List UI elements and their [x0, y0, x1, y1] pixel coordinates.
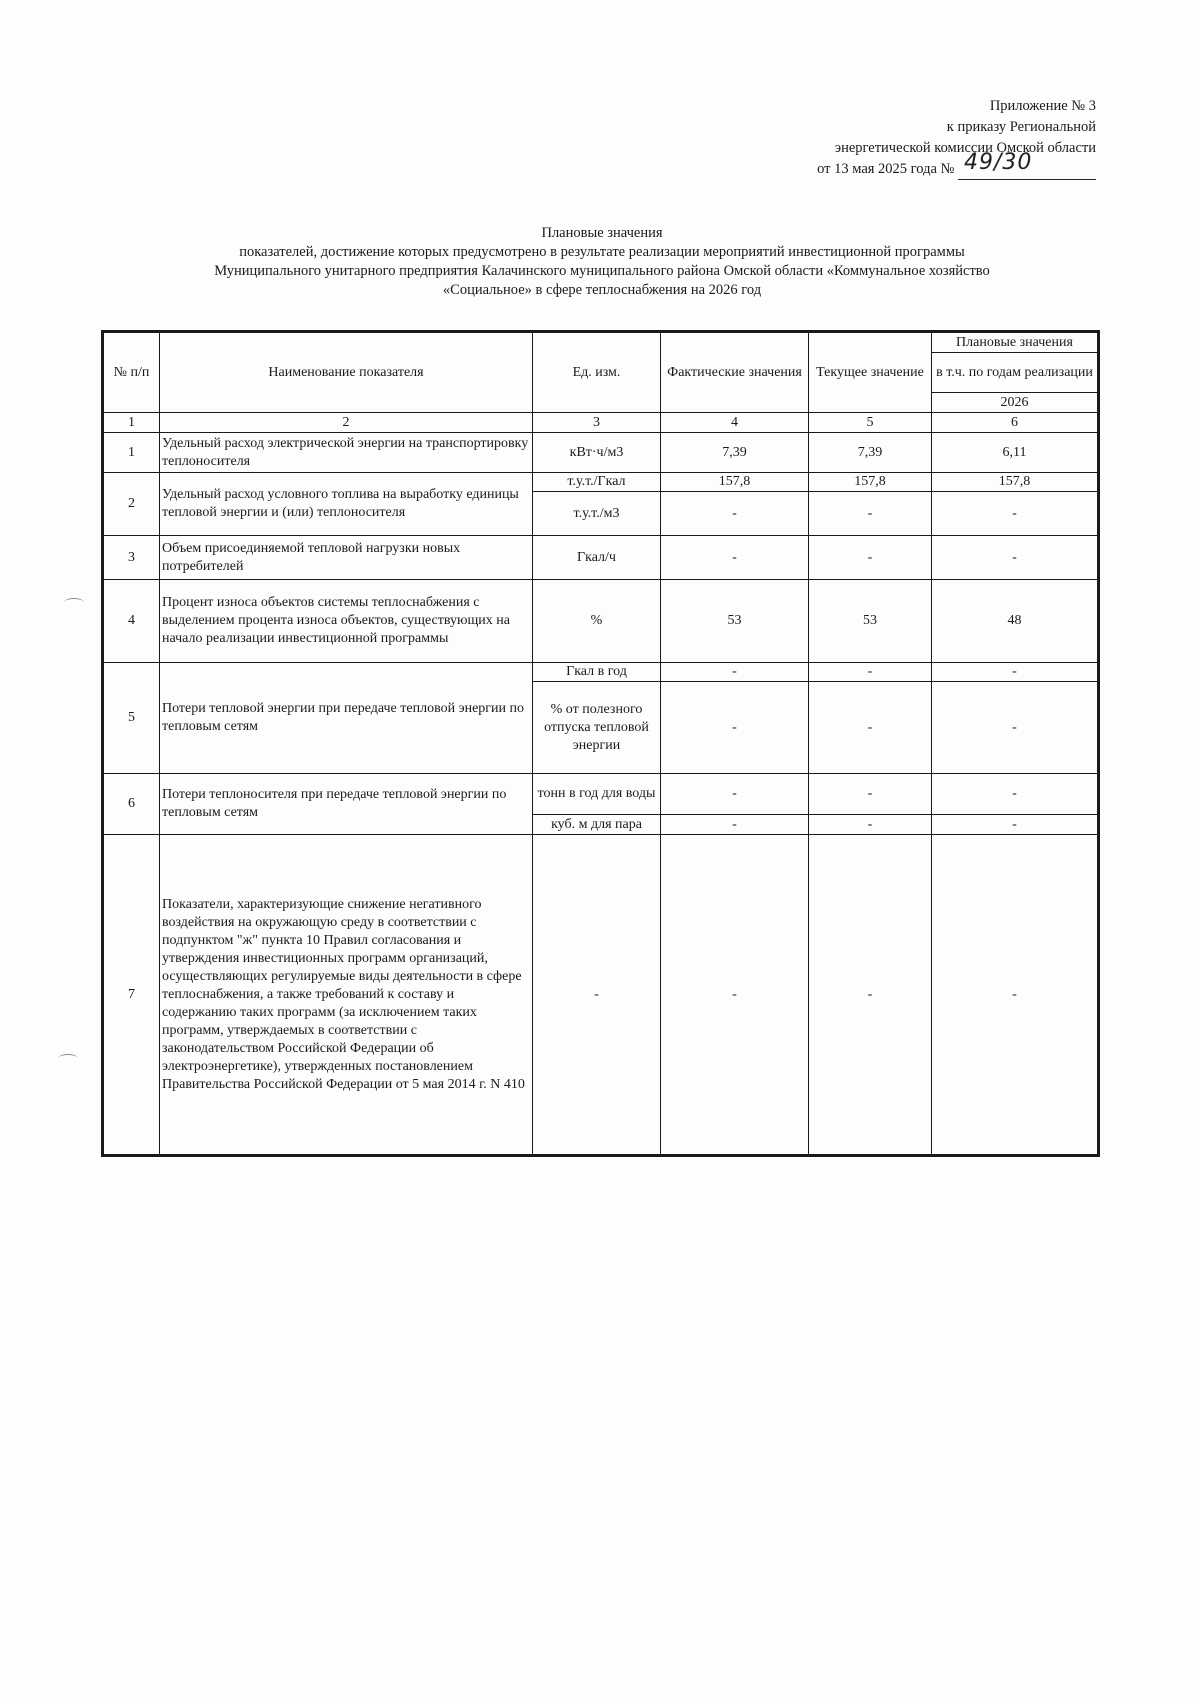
heading-line-2: показателей, достижение которых предусмотрено в результате реализации мероприятий инвестиционной программы	[239, 244, 965, 260]
table-row	[104, 580, 1098, 663]
row-plan: -	[932, 774, 1098, 815]
row-unit: куб. м для пара	[533, 815, 661, 835]
row-current: -	[809, 492, 932, 536]
header-by-years: в т.ч. по годам реализации	[932, 353, 1098, 393]
table-row	[104, 663, 1098, 682]
heading-line-1: Плановые значения	[541, 225, 663, 241]
row-actual: 7,39	[661, 433, 809, 473]
order-number-handwritten: 49/30	[964, 150, 1033, 175]
row-plan: -	[932, 663, 1098, 682]
table-row	[104, 536, 1098, 580]
row-current: -	[809, 815, 932, 835]
row-plan: -	[932, 492, 1098, 536]
row-name: Удельный расход электрической энергии на транспортировку теплоносителя	[160, 433, 533, 473]
heading-line-3: Муниципального унитарного предприятия Калачинского муниципального района Омской области «Коммунальное хозяйство	[214, 263, 990, 279]
row-current: -	[809, 536, 932, 580]
header-actual: Фактические значения	[661, 333, 809, 413]
row-num: 2	[104, 473, 160, 536]
row-actual: -	[661, 815, 809, 835]
row-num: 1	[104, 433, 160, 473]
row-name: Потери теплоносителя при передаче тепловой энергии по тепловым сетям	[160, 774, 533, 835]
row-name: Удельный расход условного топлива на выработку единицы тепловой энергии и (или) теплоносителя	[160, 473, 533, 536]
appendix-line-4	[756, 150, 1096, 180]
row-actual: -	[661, 492, 809, 536]
row-plan: -	[932, 536, 1098, 580]
column-number: 3	[533, 413, 661, 433]
row-actual: -	[661, 835, 809, 1155]
row-plan: 6,11	[932, 433, 1098, 473]
row-name: Объем присоединяемой тепловой нагрузки новых потребителей	[160, 536, 533, 580]
table-row	[104, 473, 1098, 492]
row-unit: Гкал/ч	[533, 536, 661, 580]
header-year: 2026	[932, 393, 1098, 413]
row-num: 7	[104, 835, 160, 1155]
row-current: -	[809, 663, 932, 682]
row-unit: %	[533, 580, 661, 663]
row-name: Потери тепловой энергии при передаче тепловой энергии по тепловым сетям	[160, 663, 533, 774]
row-actual: -	[661, 774, 809, 815]
table-row	[104, 433, 1098, 473]
header-num: № п/п	[104, 333, 160, 413]
row-current: 157,8	[809, 473, 932, 492]
table-row	[104, 774, 1098, 815]
indicators-table	[103, 332, 1098, 1155]
header-current: Текущее значение	[809, 333, 932, 413]
row-unit: т.у.т./Гкал	[533, 473, 661, 492]
row-unit: т.у.т./м3	[533, 492, 661, 536]
row-name: Процент износа объектов системы теплоснабжения с выделением процента износа объектов, существующих на начало реализации инвестиционной программы	[160, 580, 533, 663]
heading-line-4: «Социальное» в сфере теплоснабжения на 2026 год	[442, 282, 762, 298]
scan-margin-mark	[64, 598, 84, 607]
row-unit: тонн в год для воды	[533, 774, 661, 815]
row-num: 6	[104, 774, 160, 835]
scan-margin-mark	[58, 1054, 78, 1063]
row-unit: кВт·ч/м3	[533, 433, 661, 473]
appendix-line-2: к приказу Региональной	[946, 119, 1096, 135]
row-current: -	[809, 835, 932, 1155]
row-actual: 157,8	[661, 473, 809, 492]
header-planned: Плановые значения	[932, 333, 1098, 353]
document-heading	[104, 224, 1100, 300]
row-plan: -	[932, 835, 1098, 1155]
row-unit: -	[533, 835, 661, 1155]
appendix-block	[756, 96, 1096, 180]
row-current: 7,39	[809, 433, 932, 473]
column-number-row	[104, 413, 1098, 433]
row-num: 5	[104, 663, 160, 774]
order-number-field	[958, 150, 1096, 180]
column-number: 1	[104, 413, 160, 433]
row-plan: 48	[932, 580, 1098, 663]
row-current: 53	[809, 580, 932, 663]
row-actual: -	[661, 663, 809, 682]
appendix-line-1: Приложение № 3	[989, 98, 1096, 114]
row-actual: -	[661, 682, 809, 774]
header-unit: Ед. изм.	[533, 333, 661, 413]
row-plan: 157,8	[932, 473, 1098, 492]
row-num: 4	[104, 580, 160, 663]
row-actual: 53	[661, 580, 809, 663]
row-actual: -	[661, 536, 809, 580]
table-row	[104, 835, 1098, 1155]
appendix-date: от 13 мая 2025 года №	[817, 161, 955, 177]
row-num: 3	[104, 536, 160, 580]
header-row	[104, 333, 1098, 353]
column-number: 6	[932, 413, 1098, 433]
row-plan: -	[932, 682, 1098, 774]
row-plan: -	[932, 815, 1098, 835]
row-unit: % от полезного отпуска тепловой энергии	[533, 682, 661, 774]
column-number: 4	[661, 413, 809, 433]
appendix-line-3: энергетической комиссии Омской области	[834, 140, 1096, 156]
row-unit: Гкал в год	[533, 663, 661, 682]
header-name: Наименование показателя	[160, 333, 533, 413]
column-number: 2	[160, 413, 533, 433]
row-current: -	[809, 774, 932, 815]
row-current: -	[809, 682, 932, 774]
column-number: 5	[809, 413, 932, 433]
row-name: Показатели, характеризующие снижение негативного воздействия на окружающую среду в соответствии с подпунктом "ж" пункта 10 Правил согласования и утверждения инвестиционных программ организаций, осуществляющих регулируемые виды деятельности в сфере теплоснабжения, а также требований к составу и содержанию таких программ (за исключением таких программ, утверждаемых в соответствии с законодательством Российской Федерации об электроэнергетике), утвержденных постановлением Правительства Российской Федерации от 5 мая 2014 г. N 410	[160, 835, 533, 1155]
